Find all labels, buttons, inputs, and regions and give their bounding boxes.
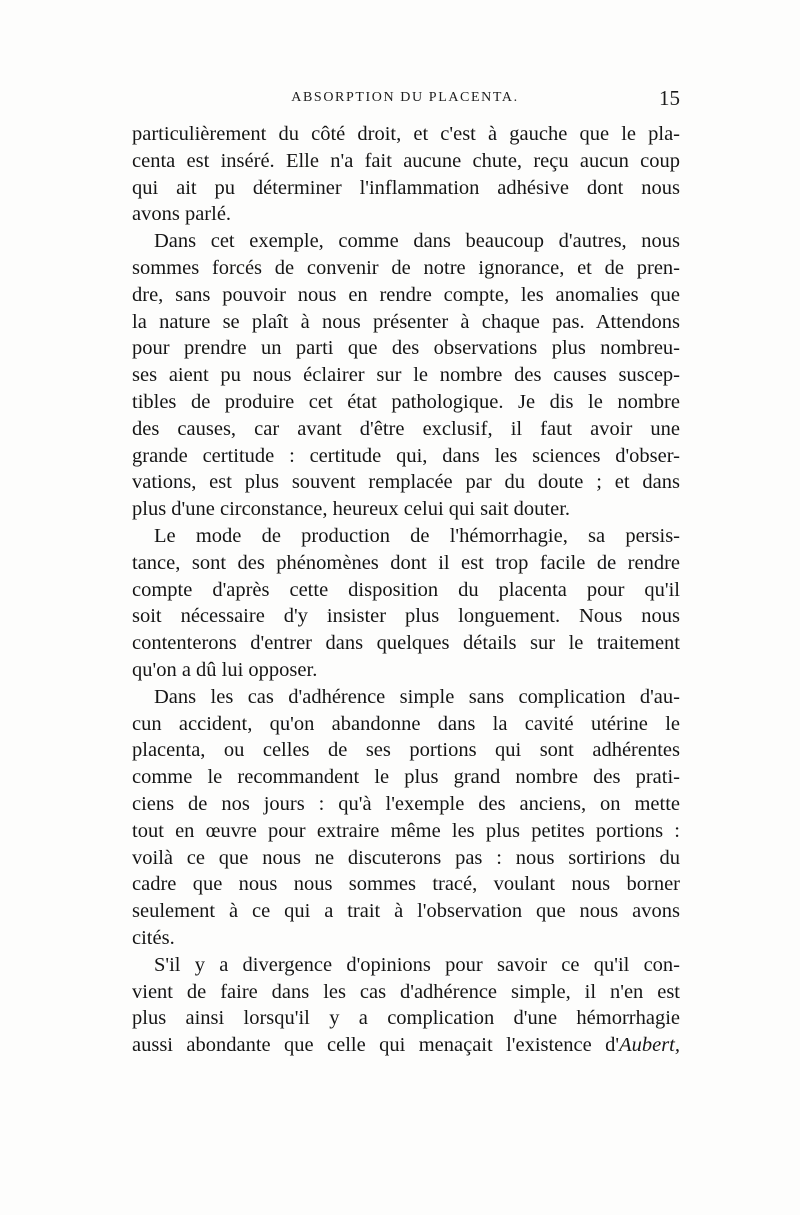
text-line: Dans cet exemple, comme dans beaucoup d'autres, nous xyxy=(154,230,680,253)
running-head xyxy=(130,86,680,116)
text-line: Dans les cas d'adhérence simple sans complication d'au- xyxy=(154,685,680,708)
text-line: voilà ce que nous ne discuterons pas : nous sortirions du xyxy=(132,846,680,869)
text-line: cadre que nous nous sommes tracé, voulant nous borner xyxy=(132,873,680,896)
text-line: tance, sont des phénomènes dont il est trop facile de rendre xyxy=(132,551,680,574)
text-line-final xyxy=(132,1032,680,1059)
text-line: S'il y a divergence d'opinions pour savoir ce qu'il con- xyxy=(154,953,680,976)
text-line: la nature se plaît à nous présenter à chaque pas. Attendons xyxy=(132,310,680,333)
text-line: placenta, ou celles de ses portions qui sont adhérentes xyxy=(132,739,680,762)
text-line: compte d'après cette disposition du placenta pour qu'il xyxy=(132,578,680,601)
text-line: seulement à ce qui a trait à l'observation que nous avons xyxy=(132,900,680,923)
text-line: sommes forcés de convenir de notre ignorance, et de pren- xyxy=(132,256,680,279)
text-line: avons parlé. xyxy=(132,203,232,226)
text-line: plus ainsi lorsqu'il y a complication d'une hémorrhagie xyxy=(132,1007,680,1030)
text-line: comme le recommandent le plus grand nombre des prati- xyxy=(132,766,680,789)
text-line: centa est inséré. Elle n'a fait aucune chute, reçu aucun coup xyxy=(132,149,680,172)
text-line: tout en œuvre pour extraire même les plus petites portions : xyxy=(132,819,680,842)
text-line: plus d'une circonstance, heureux celui qui sait douter. xyxy=(132,498,571,521)
text-line: ciens de nos jours : qu'à l'exemple des anciens, on mette xyxy=(132,792,680,815)
text-line: Le mode de production de l'hémorrhagie, sa persis- xyxy=(154,524,680,547)
text-line: grande certitude : certitude qui, dans les sciences d'obser- xyxy=(132,444,680,467)
text-line: qu'on a dû lui opposer. xyxy=(132,658,318,681)
text-line: tibles de produire cet état pathologique. Je dis le nombre xyxy=(132,390,680,413)
text-line: ses aient pu nous éclairer sur le nombre des causes suscep- xyxy=(132,364,680,387)
text-line: cités. xyxy=(132,926,175,949)
text-line: contenterons d'entrer dans quelques détails sur le traitement xyxy=(132,632,680,655)
text-line: particulièrement du côté droit, et c'est à gauche que le pla- xyxy=(132,123,680,145)
text-line: soit nécessaire d'y insister plus longuement. Nous nous xyxy=(132,605,680,628)
text-line: vations, est plus souvent remplacée par du doute ; et dans xyxy=(132,471,680,494)
body-text xyxy=(132,121,680,1059)
page-number: 15 xyxy=(659,86,680,110)
text-line: cun accident, qu'on abandonne dans la cavité utérine le xyxy=(132,712,680,735)
text-line: qui ait pu déterminer l'inflammation adhésive dont nous xyxy=(132,176,680,199)
text-line: pour prendre un parti que des observations plus nombreu- xyxy=(132,337,680,360)
text-line-final-roman: aussi abondante que celle qui menaçait l'existence d' xyxy=(132,1034,620,1057)
text-line: dre, sans pouvoir nous en rendre compte, les anomalies que xyxy=(132,283,680,306)
text-line: des causes, car avant d'être exclusif, il faut avoir une xyxy=(132,417,680,440)
text-line: vient de faire dans les cas d'adhérence simple, il n'en est xyxy=(132,980,680,1003)
running-title: ABSORPTION DU PLACENTA. xyxy=(291,90,519,105)
text-line-final-italic: Aubert, xyxy=(619,1034,680,1057)
